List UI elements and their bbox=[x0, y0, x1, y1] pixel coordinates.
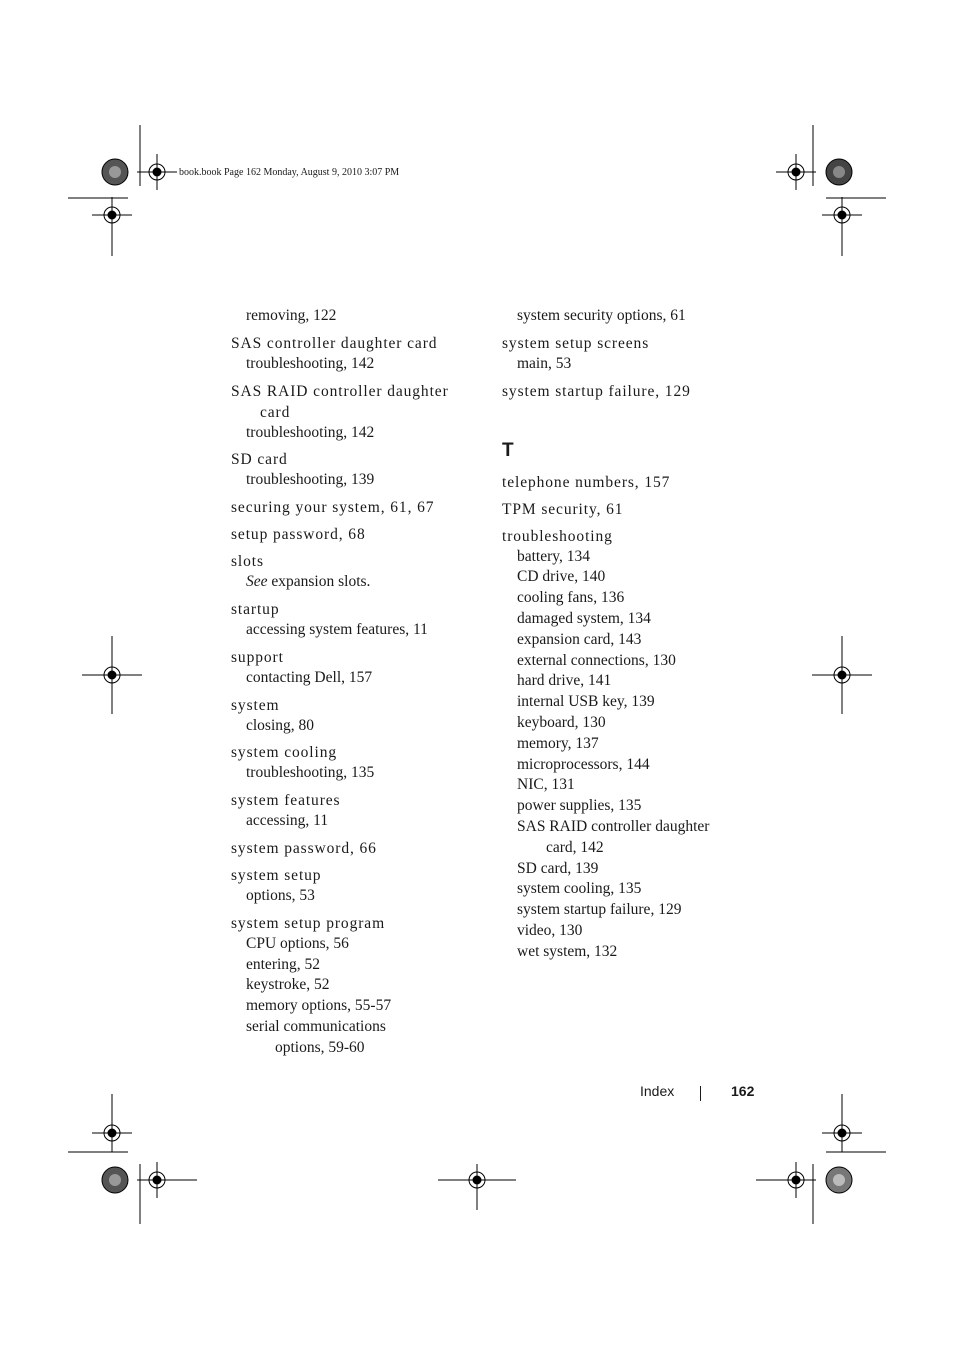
print-header: book.book Page 162 Monday, August 9, 2010 3:07 PM bbox=[179, 167, 400, 178]
index-subentry: keystroke, 52 bbox=[246, 976, 330, 994]
index-entry bbox=[502, 306, 762, 327]
index-subentry: keyboard, 130 bbox=[517, 713, 606, 731]
index-entry bbox=[231, 913, 491, 1059]
index-entry bbox=[502, 333, 762, 375]
index-term bbox=[231, 381, 491, 423]
page-number: 162 bbox=[731, 1083, 755, 1099]
index-term: support bbox=[231, 648, 284, 666]
index-term: system setup screens bbox=[502, 334, 650, 352]
index-subentry: troubleshooting, 139 bbox=[246, 471, 375, 489]
troubleshooting-subentries bbox=[502, 547, 762, 963]
index-subentry: SD card, 139 bbox=[517, 859, 599, 877]
index-subentry: hard drive, 141 bbox=[517, 672, 612, 690]
term-text: SAS RAID controller daughter bbox=[231, 382, 449, 400]
index-subentry: troubleshooting, 142 bbox=[246, 354, 375, 372]
index-entry bbox=[231, 695, 491, 737]
index-term: system features bbox=[231, 792, 341, 810]
index-entry bbox=[502, 381, 762, 402]
index-subentry: wet system, 132 bbox=[517, 942, 618, 960]
index-entry bbox=[231, 742, 491, 784]
subentry-text: SAS RAID controller daughter bbox=[517, 817, 710, 835]
see-reference bbox=[231, 572, 491, 593]
index-subentry: microprocessors, 144 bbox=[517, 755, 650, 773]
index-subentry: troubleshooting, 142 bbox=[246, 423, 375, 441]
index-subentry: removing, 122 bbox=[246, 307, 337, 324]
subentry-continuation: card, 142 bbox=[546, 838, 604, 856]
index-term: startup bbox=[231, 600, 280, 618]
index-entry bbox=[231, 838, 491, 859]
index-subentry: system startup failure, 129 bbox=[517, 901, 682, 919]
index-entry bbox=[231, 333, 491, 375]
index-term: telephone numbers, 157 bbox=[502, 473, 671, 491]
index-entry bbox=[231, 306, 491, 327]
index-subentry: options, 53 bbox=[246, 886, 315, 904]
index-entry bbox=[231, 497, 491, 518]
index-subentry: memory, 137 bbox=[517, 734, 599, 752]
index-subentry: CPU options, 56 bbox=[246, 934, 349, 952]
subentry-text: serial communications bbox=[246, 1017, 386, 1035]
index-subentry bbox=[231, 1017, 491, 1059]
index-subentry: closing, 80 bbox=[246, 716, 315, 734]
index-subentry: internal USB key, 139 bbox=[517, 693, 655, 711]
index-entry bbox=[231, 449, 491, 491]
index-entry bbox=[231, 599, 491, 641]
index-subentry: contacting Dell, 157 bbox=[246, 668, 373, 686]
index-entry bbox=[231, 865, 491, 907]
index-subentry: accessing, 11 bbox=[246, 812, 329, 830]
index-subentry: cooling fans, 136 bbox=[517, 589, 625, 607]
index-entry bbox=[231, 647, 491, 689]
index-term: TPM security, 61 bbox=[502, 500, 624, 518]
index-subentry: main, 53 bbox=[517, 354, 572, 372]
index-subentry: memory options, 55-57 bbox=[246, 997, 392, 1015]
index-entry bbox=[231, 524, 491, 545]
index-subentry: entering, 52 bbox=[246, 955, 321, 973]
index-subentry: accessing system features, 11 bbox=[246, 620, 428, 638]
index-entry bbox=[231, 551, 491, 593]
index-entry bbox=[502, 526, 762, 963]
index-entry bbox=[231, 790, 491, 832]
index-term: setup password, 68 bbox=[231, 526, 366, 544]
index-entry bbox=[502, 499, 762, 520]
term-continuation: card bbox=[260, 403, 291, 421]
index-subentry: troubleshooting, 135 bbox=[246, 764, 375, 782]
index-column-left bbox=[231, 306, 491, 1065]
see-label: See bbox=[246, 573, 268, 591]
index-subentry: damaged system, 134 bbox=[517, 609, 651, 627]
index-term: system password, 66 bbox=[231, 839, 377, 857]
index-term: system bbox=[231, 696, 280, 714]
index-entry bbox=[502, 472, 762, 493]
subentry-continuation: options, 59-60 bbox=[275, 1038, 365, 1056]
index-term: system startup failure, 129 bbox=[502, 382, 691, 400]
index-subentry: CD drive, 140 bbox=[517, 568, 606, 586]
index-subentry bbox=[502, 817, 762, 859]
index-subentry: system security options, 61 bbox=[517, 307, 686, 324]
index-column-right bbox=[502, 306, 762, 969]
index-subentry: video, 130 bbox=[517, 921, 583, 939]
index-entry bbox=[231, 381, 491, 444]
index-subentry: system cooling, 135 bbox=[517, 880, 642, 898]
see-target: expansion slots. bbox=[267, 573, 371, 591]
footer-divider bbox=[700, 1086, 701, 1101]
index-term: troubleshooting bbox=[502, 527, 613, 545]
index-term: system setup bbox=[231, 866, 322, 884]
index-subentry: external connections, 130 bbox=[517, 651, 676, 669]
section-letter: T bbox=[502, 439, 514, 461]
index-term: system setup program bbox=[231, 914, 386, 932]
index-term: slots bbox=[231, 553, 264, 571]
index-subentry: expansion card, 143 bbox=[517, 630, 642, 648]
index-subentry: power supplies, 135 bbox=[517, 797, 642, 815]
footer-section-name: Index bbox=[640, 1083, 675, 1099]
index-term: system cooling bbox=[231, 744, 338, 762]
index-term: securing your system, 61, 67 bbox=[231, 499, 435, 517]
index-term: SD card bbox=[231, 451, 288, 469]
index-subentry: NIC, 131 bbox=[517, 776, 575, 794]
index-subentry: battery, 134 bbox=[517, 547, 591, 565]
index-term: SAS controller daughter card bbox=[231, 334, 438, 352]
